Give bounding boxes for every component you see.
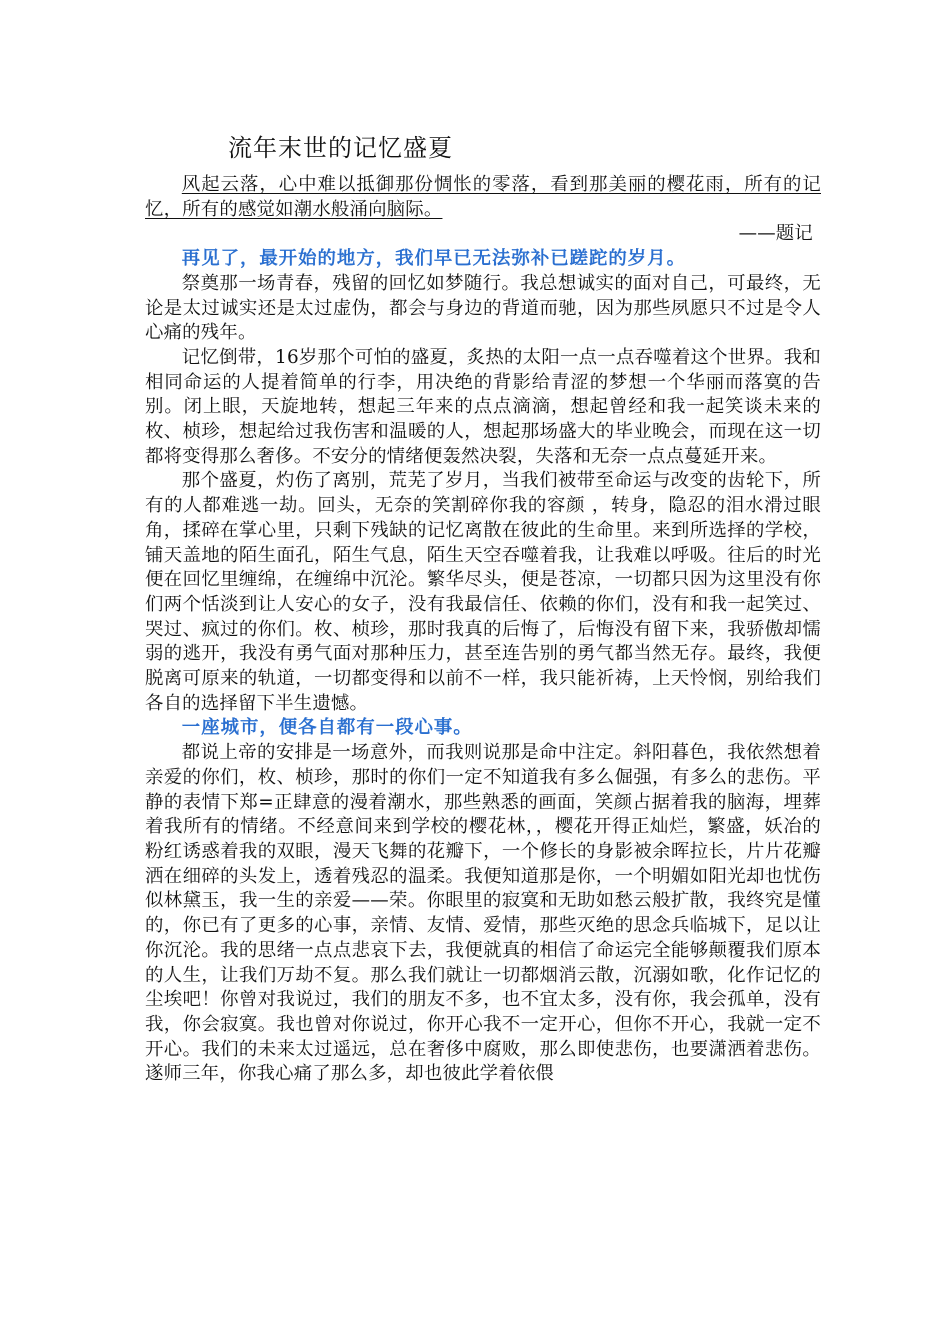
article-body [145, 173, 821, 1087]
epigraph-signature: ——题记 [738, 223, 813, 245]
paragraph-1: 祭奠那一场青春，残留的回忆如梦随行。我总想诚实的面对自己，可最终，无论是太过诚实还是太过虚伪，都会与身边的背道而驰，因为那些夙愿只不过是令人心痛的残年。 [145, 272, 821, 344]
paragraph-4: 都说上帝的安排是一场意外，而我则说那是命中注定。斜阳暮色，我依然想着亲爱的你们，枚、桢珍，那时的你们一定不知道我有多么倔强，有多么的悲伤。平静的表情下郑=正肆意的漫着潮水，那些熟悉的画面，笑颜占据着我的脑海，埋葬着我所有的情绪。不经意间来到学校的樱花林，，樱花开得正灿烂，繁盛，妖冶的粉红诱惑着我的双眼，漫天飞舞的花瓣下，一个修长的身影被余晖拉长，片片花瓣洒在细碎的头发上，透着残忍的温柔。我便知道那是你，一个明媚如阳光却也忧伤似林黛玉，我一生的亲爱——荣。你眼里的寂寞和无助如愁云般扩散，我终究是懂的，你已有了更多的心事，亲情、友情、爱情，那些灭绝的思念兵临城下，足以让你沉沦。我的思绪一点点悲哀下去，我便就真的相信了命运完全能够颠覆我们原本的人生，让我们万劫不复。那么我们就让一切都烟消云散，沉溺如歌，化作记忆的尘埃吧！你曾对我说过，我们的朋友不多，也不宜太多，没有你，我会孤单，没有我，你会寂寞。我也曾对你说过，你开心我不一定开心，但你不开心，我就一定不开心。我们的未来太过遥远，总在奢侈中腐败，那么即使悲伤，也要潇洒着悲伤。遂师三年，你我心痛了那么多，却也彼此学着依偎 [145, 742, 821, 1085]
section-heading-1: 再见了，最开始的地方，我们早已无法弥补已蹉跎的岁月。 [181, 248, 686, 270]
paragraph-2: 记忆倒带，16岁那个可怕的盛夏，炙热的太阳一点一点吞噬着这个世界。我和相同命运的人提着简单的行李，用决绝的背影给青涩的梦想一个华丽而落寞的告别。闭上眼，天旋地转，想起三年来的点点滴滴，想起曾经和我一起笑谈未来的枚、桢珍，想起给过我伤害和温暖的人，想起那场盛大的毕业晚会，而现在这一切都将变得那么奢侈。不安分的情绪便轰然决裂，失落和无奈一点点蔓延开来。 [145, 346, 821, 467]
page-title: 流年末世的记忆盛夏 [228, 134, 453, 162]
epigraph: 风起云落，心中难以抵御那份惆怅的零落，看到那美丽的樱花雨，所有的记忆，所有的感觉如潮水般涌向脑际。 [145, 174, 821, 220]
paragraph-3: 那个盛夏，灼伤了离别，荒芜了岁月，当我们被带至命运与改变的齿轮下，所有的人都难逃一劫。回头，无奈的笑割碎你我的容颜 ，转身，隐忍的泪水滑过眼角，揉碎在掌心里，只剩下残缺的记忆离散在彼此的生命里。来到所选择的学校，铺天盖地的陌生面孔，陌生气息，陌生天空吞噬着我，让我难以呼吸。往后的时光便在回忆里缠绵，在缠绵中沉沦。繁华尽头，便是苍凉，一切都只因为这里没有你们两个恬淡到让人安心的女子，没有我最信任、依赖的你们，没有和我一起笑过、哭过、疯过的你们。枚、桢珍，那时我真的后悔了，后悔没有留下来，我骄傲却懦弱的逃开，我没有勇气面对那种压力，甚至连告别的勇气都当然无存。最终，我便脱离可原来的轨道，一切都变得和以前不一样，我只能祈祷，上天怜悯，别给我们各自的选择留下半生遗憾。 [145, 470, 821, 714]
section-heading-2: 一座城市，便各自都有一段心事。 [181, 717, 473, 739]
